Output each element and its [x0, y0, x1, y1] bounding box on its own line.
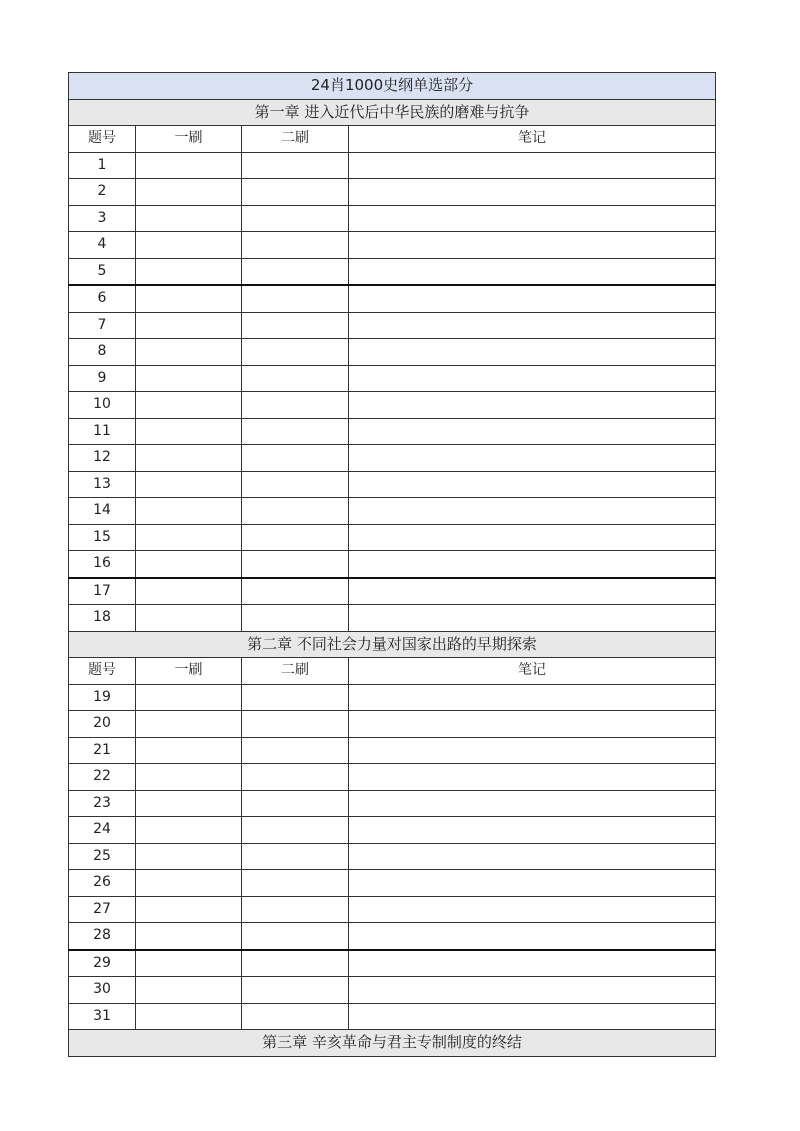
table-row [69, 764, 716, 791]
second-pass-cell[interactable] [242, 179, 349, 206]
second-pass-cell[interactable] [242, 1003, 349, 1030]
first-pass-cell[interactable] [136, 445, 242, 472]
notes-cell[interactable] [349, 418, 716, 445]
table-row [69, 790, 716, 817]
second-pass-cell[interactable] [242, 392, 349, 419]
notes-cell[interactable] [349, 365, 716, 392]
column-header-row [69, 658, 716, 685]
first-pass-cell[interactable] [136, 870, 242, 897]
question-number-cell: 9 [69, 365, 136, 392]
notes-cell[interactable] [349, 896, 716, 923]
notes-cell[interactable] [349, 152, 716, 179]
table-row [69, 258, 716, 285]
notes-cell[interactable] [349, 923, 716, 950]
first-pass-cell[interactable] [136, 152, 242, 179]
table-row [69, 605, 716, 632]
first-pass-cell[interactable] [136, 258, 242, 285]
notes-cell[interactable] [349, 339, 716, 366]
second-pass-cell[interactable] [242, 817, 349, 844]
second-pass-cell[interactable] [242, 790, 349, 817]
notes-cell[interactable] [349, 605, 716, 632]
notes-cell[interactable] [349, 711, 716, 738]
notes-cell[interactable] [349, 285, 716, 312]
second-pass-cell[interactable] [242, 711, 349, 738]
table-row [69, 684, 716, 711]
notes-cell[interactable] [349, 843, 716, 870]
first-pass-cell[interactable] [136, 737, 242, 764]
question-number-cell: 23 [69, 790, 136, 817]
table-row [69, 445, 716, 472]
notes-cell[interactable] [349, 258, 716, 285]
notes-cell[interactable] [349, 950, 716, 977]
second-pass-cell[interactable] [242, 258, 349, 285]
notes-cell[interactable] [349, 764, 716, 791]
header-first-pass: 一刷 [136, 126, 242, 153]
header-notes: 笔记 [349, 126, 716, 153]
first-pass-cell[interactable] [136, 1003, 242, 1030]
second-pass-cell[interactable] [242, 764, 349, 791]
second-pass-cell[interactable] [242, 551, 349, 578]
notes-cell[interactable] [349, 977, 716, 1004]
notes-cell[interactable] [349, 870, 716, 897]
table-row [69, 471, 716, 498]
question-tracking-table [68, 72, 716, 1057]
question-number-cell: 5 [69, 258, 136, 285]
second-pass-cell[interactable] [242, 524, 349, 551]
table-row [69, 152, 716, 179]
second-pass-cell[interactable] [242, 339, 349, 366]
second-pass-cell[interactable] [242, 285, 349, 312]
chapter-title-row [69, 631, 716, 658]
question-number-cell: 14 [69, 498, 136, 525]
table-row [69, 923, 716, 950]
second-pass-cell[interactable] [242, 578, 349, 605]
notes-cell[interactable] [349, 1003, 716, 1030]
second-pass-cell[interactable] [242, 896, 349, 923]
first-pass-cell[interactable] [136, 790, 242, 817]
second-pass-cell[interactable] [242, 843, 349, 870]
table-row [69, 285, 716, 312]
first-pass-cell[interactable] [136, 578, 242, 605]
second-pass-cell[interactable] [242, 152, 349, 179]
notes-cell[interactable] [349, 205, 716, 232]
question-number-cell: 3 [69, 205, 136, 232]
first-pass-cell[interactable] [136, 977, 242, 1004]
table-row [69, 950, 716, 977]
question-number-cell: 19 [69, 684, 136, 711]
question-number-cell: 21 [69, 737, 136, 764]
question-number-cell: 25 [69, 843, 136, 870]
chapter-title-row [69, 1030, 716, 1057]
table-row [69, 711, 716, 738]
first-pass-cell[interactable] [136, 418, 242, 445]
table-row [69, 896, 716, 923]
header-question-number: 题号 [69, 126, 136, 153]
column-header-row [69, 126, 716, 153]
notes-cell[interactable] [349, 524, 716, 551]
table-row [69, 551, 716, 578]
first-pass-cell[interactable] [136, 950, 242, 977]
second-pass-cell[interactable] [242, 418, 349, 445]
question-number-cell: 10 [69, 392, 136, 419]
first-pass-cell[interactable] [136, 365, 242, 392]
notes-cell[interactable] [349, 790, 716, 817]
notes-cell[interactable] [349, 232, 716, 259]
table-row [69, 817, 716, 844]
question-number-cell: 4 [69, 232, 136, 259]
second-pass-cell[interactable] [242, 471, 349, 498]
table-row [69, 179, 716, 206]
table-row [69, 232, 716, 259]
second-pass-cell[interactable] [242, 205, 349, 232]
question-number-cell: 20 [69, 711, 136, 738]
sheet-title: 24肖1000史纲单选部分 [69, 73, 716, 100]
notes-cell[interactable] [349, 392, 716, 419]
first-pass-cell[interactable] [136, 843, 242, 870]
chapter-title: 第二章 不同社会力量对国家出路的早期探索 [69, 631, 716, 658]
question-number-cell: 17 [69, 578, 136, 605]
first-pass-cell[interactable] [136, 392, 242, 419]
notes-cell[interactable] [349, 817, 716, 844]
question-number-cell: 29 [69, 950, 136, 977]
first-pass-cell[interactable] [136, 605, 242, 632]
question-number-cell: 13 [69, 471, 136, 498]
second-pass-cell[interactable] [242, 684, 349, 711]
table-row [69, 205, 716, 232]
table-row [69, 524, 716, 551]
question-number-cell: 12 [69, 445, 136, 472]
table-row [69, 312, 716, 339]
question-number-cell: 2 [69, 179, 136, 206]
question-number-cell: 15 [69, 524, 136, 551]
question-number-cell: 16 [69, 551, 136, 578]
second-pass-cell[interactable] [242, 923, 349, 950]
header-question-number: 题号 [69, 658, 136, 685]
first-pass-cell[interactable] [136, 205, 242, 232]
first-pass-cell[interactable] [136, 817, 242, 844]
table-row [69, 339, 716, 366]
question-number-cell: 30 [69, 977, 136, 1004]
question-number-cell: 31 [69, 1003, 136, 1030]
first-pass-cell[interactable] [136, 524, 242, 551]
question-number-cell: 11 [69, 418, 136, 445]
chapter-title-row [69, 99, 716, 126]
notes-cell[interactable] [349, 551, 716, 578]
chapter-title: 第一章 进入近代后中华民族的磨难与抗争 [69, 99, 716, 126]
question-number-cell: 6 [69, 285, 136, 312]
second-pass-cell[interactable] [242, 498, 349, 525]
header-notes: 笔记 [349, 658, 716, 685]
first-pass-cell[interactable] [136, 551, 242, 578]
first-pass-cell[interactable] [136, 923, 242, 950]
second-pass-cell[interactable] [242, 445, 349, 472]
notes-cell[interactable] [349, 179, 716, 206]
table-row [69, 1003, 716, 1030]
first-pass-cell[interactable] [136, 179, 242, 206]
notes-cell[interactable] [349, 471, 716, 498]
question-number-cell: 24 [69, 817, 136, 844]
question-number-cell: 18 [69, 605, 136, 632]
sheet-title-row [69, 73, 716, 100]
notes-cell[interactable] [349, 578, 716, 605]
first-pass-cell[interactable] [136, 312, 242, 339]
first-pass-cell[interactable] [136, 684, 242, 711]
question-number-cell: 8 [69, 339, 136, 366]
second-pass-cell[interactable] [242, 605, 349, 632]
header-second-pass: 二刷 [242, 658, 349, 685]
first-pass-cell[interactable] [136, 339, 242, 366]
first-pass-cell[interactable] [136, 498, 242, 525]
question-number-cell: 22 [69, 764, 136, 791]
first-pass-cell[interactable] [136, 285, 242, 312]
table-row [69, 578, 716, 605]
first-pass-cell[interactable] [136, 896, 242, 923]
first-pass-cell[interactable] [136, 471, 242, 498]
first-pass-cell[interactable] [136, 232, 242, 259]
notes-cell[interactable] [349, 737, 716, 764]
header-second-pass: 二刷 [242, 126, 349, 153]
question-number-cell: 7 [69, 312, 136, 339]
second-pass-cell[interactable] [242, 737, 349, 764]
notes-cell[interactable] [349, 445, 716, 472]
table-row [69, 977, 716, 1004]
table-row [69, 498, 716, 525]
table-row [69, 418, 716, 445]
table-row [69, 843, 716, 870]
question-number-cell: 28 [69, 923, 136, 950]
question-number-cell: 27 [69, 896, 136, 923]
table-row [69, 737, 716, 764]
first-pass-cell[interactable] [136, 764, 242, 791]
question-number-cell: 26 [69, 870, 136, 897]
table-row [69, 392, 716, 419]
table-row [69, 870, 716, 897]
chapter-title: 第三章 辛亥革命与君主专制制度的终结 [69, 1030, 716, 1057]
notes-cell[interactable] [349, 312, 716, 339]
header-first-pass: 一刷 [136, 658, 242, 685]
second-pass-cell[interactable] [242, 232, 349, 259]
second-pass-cell[interactable] [242, 312, 349, 339]
second-pass-cell[interactable] [242, 950, 349, 977]
notes-cell[interactable] [349, 498, 716, 525]
second-pass-cell[interactable] [242, 365, 349, 392]
second-pass-cell[interactable] [242, 870, 349, 897]
first-pass-cell[interactable] [136, 711, 242, 738]
notes-cell[interactable] [349, 684, 716, 711]
question-number-cell: 1 [69, 152, 136, 179]
second-pass-cell[interactable] [242, 977, 349, 1004]
table-row [69, 365, 716, 392]
